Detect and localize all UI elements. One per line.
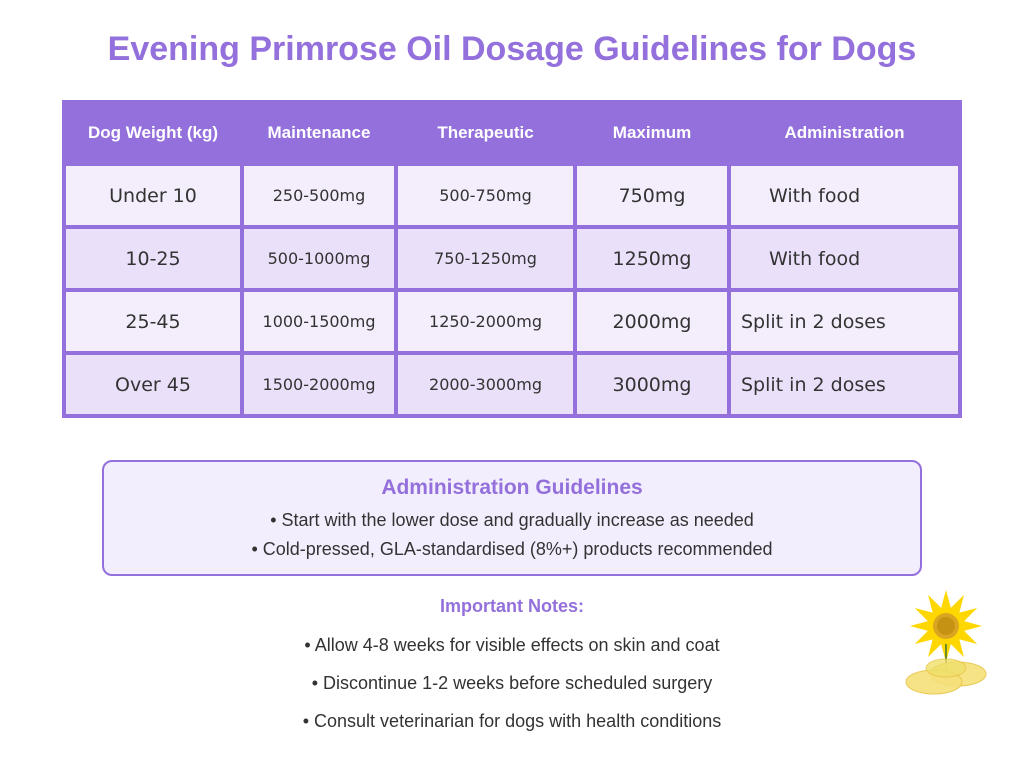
- header-dog-weight: Dog Weight (kg): [66, 104, 240, 162]
- guidelines-title: Administration Guidelines: [381, 476, 643, 499]
- cell-maximum: 750mg: [577, 166, 727, 225]
- header-maximum: Maximum: [577, 104, 727, 162]
- cell-maintenance: 1000-1500mg: [244, 292, 394, 351]
- administration-guidelines-box: [102, 460, 922, 576]
- cell-administration: Split in 2 doses: [731, 292, 958, 351]
- table-row: [66, 166, 958, 225]
- table-row: [66, 292, 958, 351]
- cell-therapeutic: 1250-2000mg: [398, 292, 573, 351]
- header-maintenance: Maintenance: [244, 104, 394, 162]
- cell-maintenance: 1500-2000mg: [244, 355, 394, 414]
- cell-weight: 25-45: [66, 292, 240, 351]
- primrose-flower-icon: [900, 586, 1000, 706]
- cell-therapeutic: 2000-3000mg: [398, 355, 573, 414]
- cell-weight: Under 10: [66, 166, 240, 225]
- cell-administration: With food: [731, 229, 958, 288]
- header-administration: Administration: [731, 104, 958, 162]
- cell-maximum: 1250mg: [577, 229, 727, 288]
- note-item: • Consult veterinarian for dogs with health conditions: [302, 711, 722, 731]
- cell-weight: Over 45: [66, 355, 240, 414]
- cell-maintenance: 500-1000mg: [244, 229, 394, 288]
- page-title: Evening Primrose Oil Dosage Guidelines for Dogs: [107, 30, 917, 68]
- cell-therapeutic: 750-1250mg: [398, 229, 573, 288]
- notes-title: Important Notes:: [440, 596, 584, 616]
- cell-weight: 10-25: [66, 229, 240, 288]
- guideline-item: • Cold-pressed, GLA-standardised (8%+) products recommended: [251, 539, 773, 559]
- table-header-row: [66, 104, 958, 162]
- cell-therapeutic: 500-750mg: [398, 166, 573, 225]
- table-row: [66, 355, 958, 414]
- cell-maximum: 2000mg: [577, 292, 727, 351]
- guideline-item: • Start with the lower dose and gradually increase as needed: [270, 510, 754, 530]
- note-item: • Allow 4-8 weeks for visible effects on skin and coat: [304, 635, 720, 655]
- cell-maximum: 3000mg: [577, 355, 727, 414]
- note-item: • Discontinue 1-2 weeks before scheduled surgery: [311, 673, 713, 693]
- cell-maintenance: 250-500mg: [244, 166, 394, 225]
- cell-administration: With food: [731, 166, 958, 225]
- header-therapeutic: Therapeutic: [398, 104, 573, 162]
- dosage-table: [62, 100, 962, 418]
- important-notes: [0, 596, 1024, 732]
- table-row: [66, 229, 958, 288]
- cell-administration: Split in 2 doses: [731, 355, 958, 414]
